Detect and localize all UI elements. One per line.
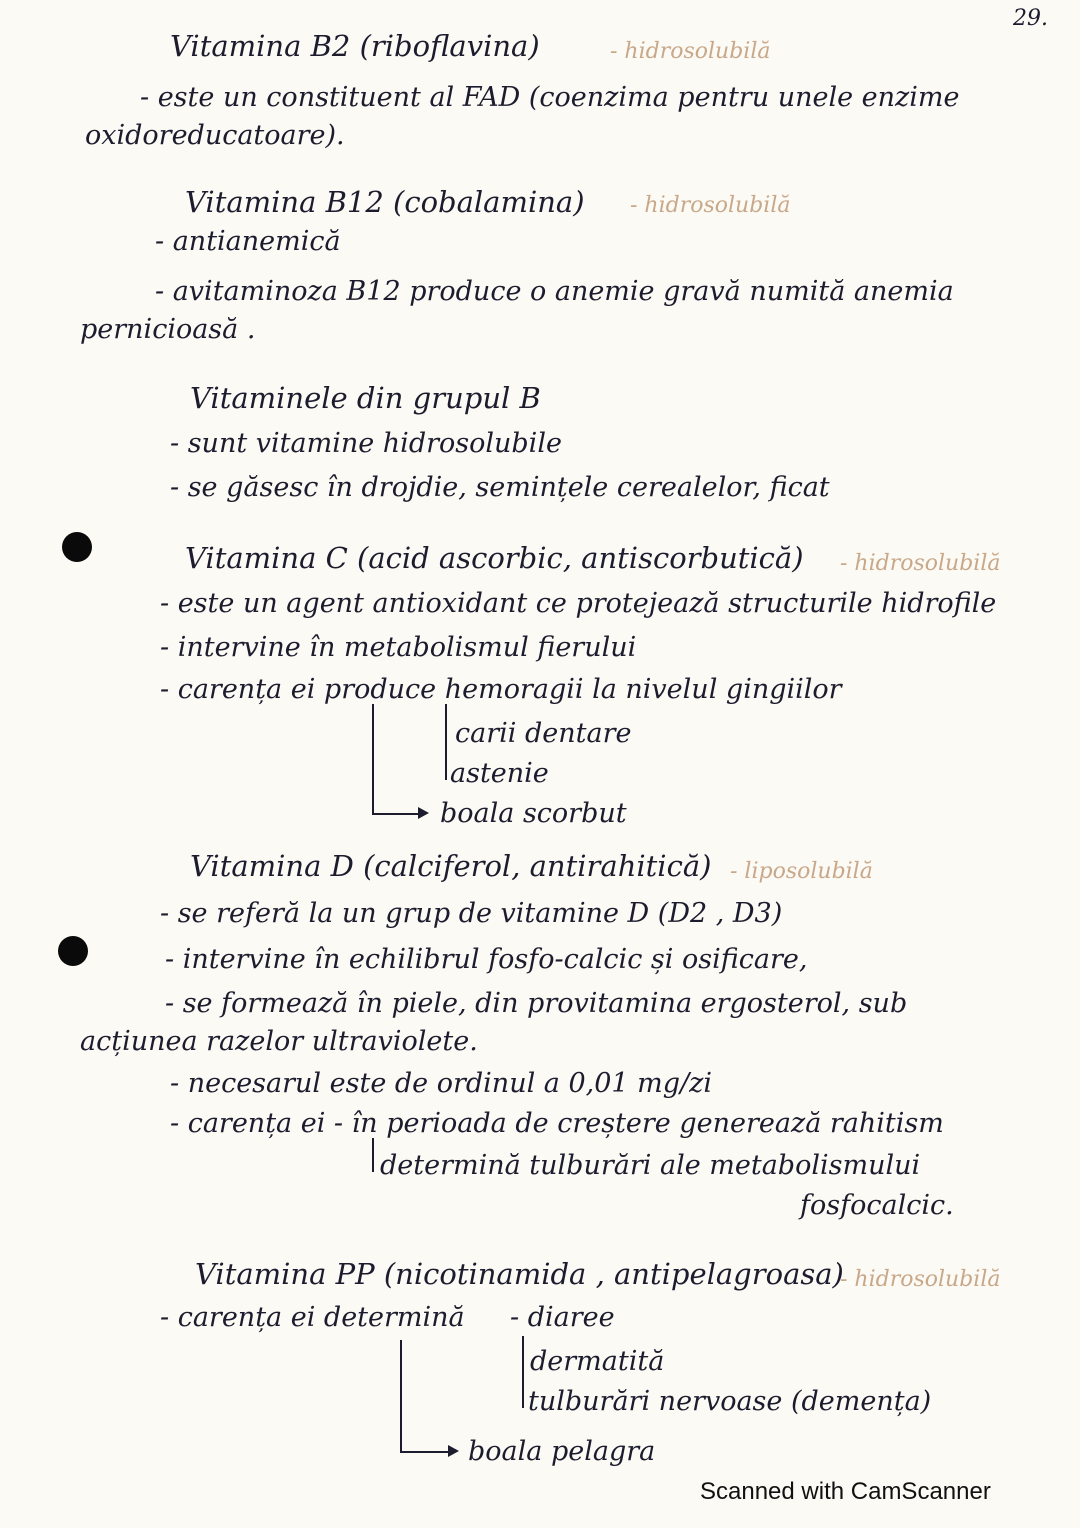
bullet-mark	[58, 936, 88, 966]
d-line-7: determină tulburări ale metabolismului	[380, 1150, 921, 1181]
c-branch-2: astenie	[450, 758, 549, 789]
d-line-2: - intervine în echilibrul fosfo-calcic și osificare,	[165, 944, 808, 975]
grupb-line-2: - se găsesc în drojdie, semințele cerealelor, ficat	[170, 472, 830, 503]
pp-branch-1: - diaree	[510, 1302, 615, 1333]
d-line-3: - se formează în piele, din provitamina ergosterol, sub	[165, 988, 908, 1019]
bullet-mark	[62, 532, 92, 562]
b12-note: - hidrosolubilă	[630, 193, 791, 218]
pp-branch-line-inner	[522, 1336, 524, 1408]
d-title: Vitamina D (calciferol, antirahitică)	[190, 849, 712, 883]
pp-arrow-line	[400, 1451, 450, 1453]
c-branch-line-inner	[445, 704, 447, 780]
c-title: Vitamina C (acid ascorbic, antiscorbutică)	[185, 541, 804, 575]
pp-line-1: - carența ei determină	[160, 1302, 465, 1333]
d-line-8: fosfocalcic.	[800, 1190, 954, 1221]
d-branch-line	[372, 1138, 374, 1172]
c-line-1: - este un agent antioxidant ce protejează structurile hidrofile	[160, 588, 997, 619]
c-line-3: - carența ei produce hemoragii la nivelul gingiilor	[160, 674, 842, 705]
page-number: 29.	[1013, 6, 1048, 31]
pp-title: Vitamina PP (nicotinamida , antipelagroasa)	[195, 1257, 844, 1291]
b2-title: Vitamina B2 (riboflavina)	[170, 29, 540, 63]
b2-line-1: - este un constituent al FAD (coenzima pentru unele enzime	[140, 82, 960, 113]
b12-line-3: pernicioasă .	[80, 314, 256, 345]
b12-line-1: - antianemică	[155, 226, 341, 257]
grupb-line-1: - sunt vitamine hidrosolubile	[170, 428, 562, 459]
c-branch-1: carii dentare	[455, 718, 632, 749]
pp-note: - hidrosolubilă	[840, 1267, 1001, 1292]
pp-branch-3: tulburări nervoase (demența)	[528, 1386, 932, 1417]
c-branch-3: boala scorbut	[440, 798, 627, 829]
d-note: - liposolubilă	[730, 859, 873, 884]
pp-branch-2: dermatită	[530, 1346, 665, 1377]
d-line-4: acțiunea razelor ultraviolete.	[80, 1026, 478, 1057]
b12-title: Vitamina B12 (cobalamina)	[185, 185, 585, 219]
b2-line-2: oxidoreducatoare).	[85, 120, 345, 151]
scanner-watermark: Scanned with CamScanner	[700, 1478, 991, 1505]
c-note: - hidrosolubilă	[840, 551, 1001, 576]
b2-note: - hidrosolubilă	[610, 39, 771, 64]
arrow-right-icon	[418, 807, 429, 819]
c-branch-line	[372, 704, 374, 814]
grupb-title: Vitaminele din grupul B	[190, 381, 541, 415]
d-line-5: - necesarul este de ordinul a 0,01 mg/zi	[170, 1068, 713, 1099]
d-line-6: - carența ei - în perioada de creștere generează rahitism	[170, 1108, 944, 1139]
b12-line-2: - avitaminoza B12 produce o anemie gravă numită anemia	[155, 276, 954, 307]
pp-branch-4: boala pelagra	[468, 1436, 656, 1467]
pp-branch-line	[400, 1340, 402, 1452]
d-line-1: - se referă la un grup de vitamine D (D2 , D3)	[160, 898, 783, 929]
c-arrow-line	[372, 813, 420, 815]
arrow-right-icon	[448, 1445, 459, 1457]
c-line-2: - intervine în metabolismul fierului	[160, 632, 637, 663]
